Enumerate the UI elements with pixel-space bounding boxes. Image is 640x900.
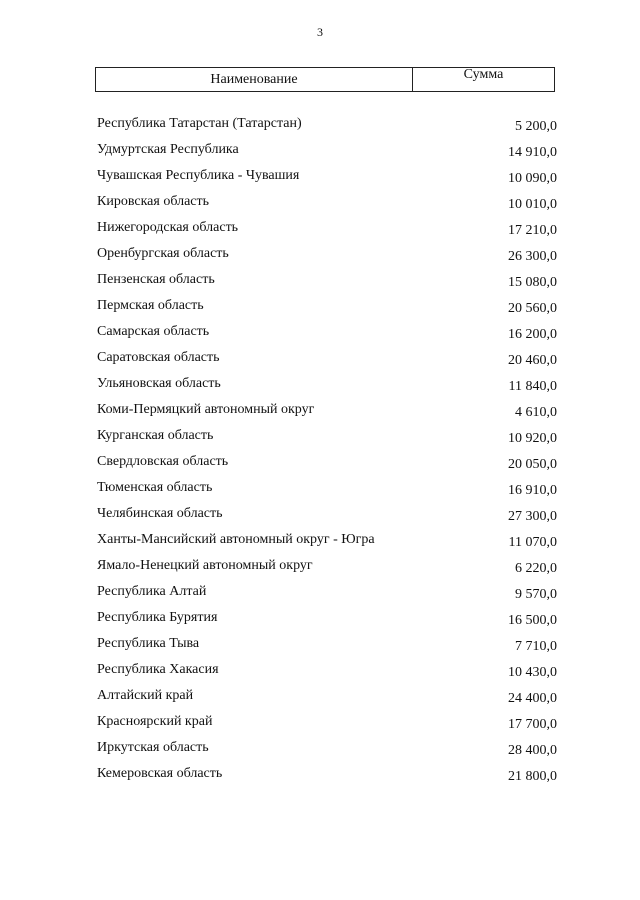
amount-value: 11 840,0 bbox=[508, 379, 557, 394]
region-name: Ханты-Мансийский автономный округ - Югра bbox=[97, 532, 375, 547]
table-row bbox=[97, 272, 557, 298]
amount-value: 16 500,0 bbox=[508, 613, 557, 628]
table-row bbox=[97, 558, 557, 584]
table-row bbox=[97, 220, 557, 246]
amount-value: 20 560,0 bbox=[508, 301, 557, 316]
amount-value: 28 400,0 bbox=[508, 743, 557, 758]
amount-value: 16 200,0 bbox=[508, 327, 557, 342]
amount-value: 7 710,0 bbox=[515, 639, 557, 654]
table-row bbox=[97, 584, 557, 610]
table-row bbox=[97, 194, 557, 220]
table-row bbox=[97, 350, 557, 376]
region-name: Чувашская Республика - Чувашия bbox=[97, 168, 300, 183]
region-name: Коми-Пермяцкий автономный округ bbox=[97, 402, 315, 417]
amount-value: 11 070,0 bbox=[508, 535, 557, 550]
amount-value: 9 570,0 bbox=[515, 587, 557, 602]
region-name: Алтайский край bbox=[97, 688, 194, 703]
region-name: Пермская область bbox=[97, 298, 204, 313]
table-row bbox=[97, 246, 557, 272]
region-name: Нижегородская область bbox=[97, 220, 239, 235]
table-row bbox=[97, 480, 557, 506]
table-row bbox=[97, 610, 557, 636]
region-name: Оренбургская область bbox=[97, 246, 229, 261]
amount-value: 17 700,0 bbox=[508, 717, 557, 732]
table-row bbox=[97, 298, 557, 324]
page-number: 3 bbox=[317, 25, 323, 39]
table-body bbox=[97, 116, 557, 792]
region-name: Красноярский край bbox=[97, 714, 213, 729]
table-row bbox=[97, 766, 557, 792]
amount-value: 21 800,0 bbox=[508, 769, 557, 784]
region-name: Пензенская область bbox=[97, 272, 215, 287]
table-row bbox=[97, 454, 557, 480]
amount-value: 16 910,0 bbox=[508, 483, 557, 498]
region-name: Ямало-Ненецкий автономный округ bbox=[97, 558, 313, 573]
region-name: Удмуртская Республика bbox=[97, 142, 239, 157]
table-row bbox=[97, 324, 557, 350]
region-name: Ульяновская область bbox=[97, 376, 221, 391]
table-row bbox=[97, 532, 557, 558]
amount-value: 24 400,0 bbox=[508, 691, 557, 706]
amount-value: 20 050,0 bbox=[508, 457, 557, 472]
table-row bbox=[97, 506, 557, 532]
amount-value: 10 920,0 bbox=[508, 431, 557, 446]
region-name: Республика Тыва bbox=[97, 636, 200, 651]
amount-value: 14 910,0 bbox=[508, 145, 557, 160]
region-name: Республика Татарстан (Татарстан) bbox=[97, 116, 302, 131]
amount-value: 10 090,0 bbox=[508, 171, 557, 186]
region-name: Курганская область bbox=[97, 428, 214, 443]
amount-value: 6 220,0 bbox=[515, 561, 557, 576]
amount-value: 5 200,0 bbox=[515, 119, 557, 134]
amount-value: 26 300,0 bbox=[508, 249, 557, 264]
table-row bbox=[97, 142, 557, 168]
table-row bbox=[97, 428, 557, 454]
amount-value: 4 610,0 bbox=[515, 405, 557, 420]
column-header-sum: Сумма bbox=[463, 67, 504, 82]
region-name: Саратовская область bbox=[97, 350, 220, 365]
amount-value: 17 210,0 bbox=[508, 223, 557, 238]
region-name: Кемеровская область bbox=[97, 766, 223, 781]
region-name: Самарская область bbox=[97, 324, 210, 339]
amount-value: 10 010,0 bbox=[508, 197, 557, 212]
region-name: Республика Бурятия bbox=[97, 610, 218, 625]
region-name: Свердловская область bbox=[97, 454, 229, 469]
amount-value: 10 430,0 bbox=[508, 665, 557, 680]
region-name: Челябинская область bbox=[97, 506, 223, 521]
table-row bbox=[97, 376, 557, 402]
table-row bbox=[97, 116, 557, 142]
table-row bbox=[97, 636, 557, 662]
region-name: Республика Хакасия bbox=[97, 662, 219, 677]
table-row bbox=[97, 714, 557, 740]
amount-value: 20 460,0 bbox=[508, 353, 557, 368]
region-name: Иркутская область bbox=[97, 740, 209, 755]
amount-value: 27 300,0 bbox=[508, 509, 557, 524]
table-header bbox=[95, 67, 555, 92]
table-row bbox=[97, 168, 557, 194]
table-row bbox=[97, 402, 557, 428]
table-row bbox=[97, 688, 557, 714]
column-header-name: Наименование bbox=[96, 68, 413, 91]
table-row bbox=[97, 740, 557, 766]
amount-value: 15 080,0 bbox=[508, 275, 557, 290]
table-row bbox=[97, 662, 557, 688]
region-name: Тюменская область bbox=[97, 480, 213, 495]
region-name: Кировская область bbox=[97, 194, 210, 209]
region-name: Республика Алтай bbox=[97, 584, 207, 599]
